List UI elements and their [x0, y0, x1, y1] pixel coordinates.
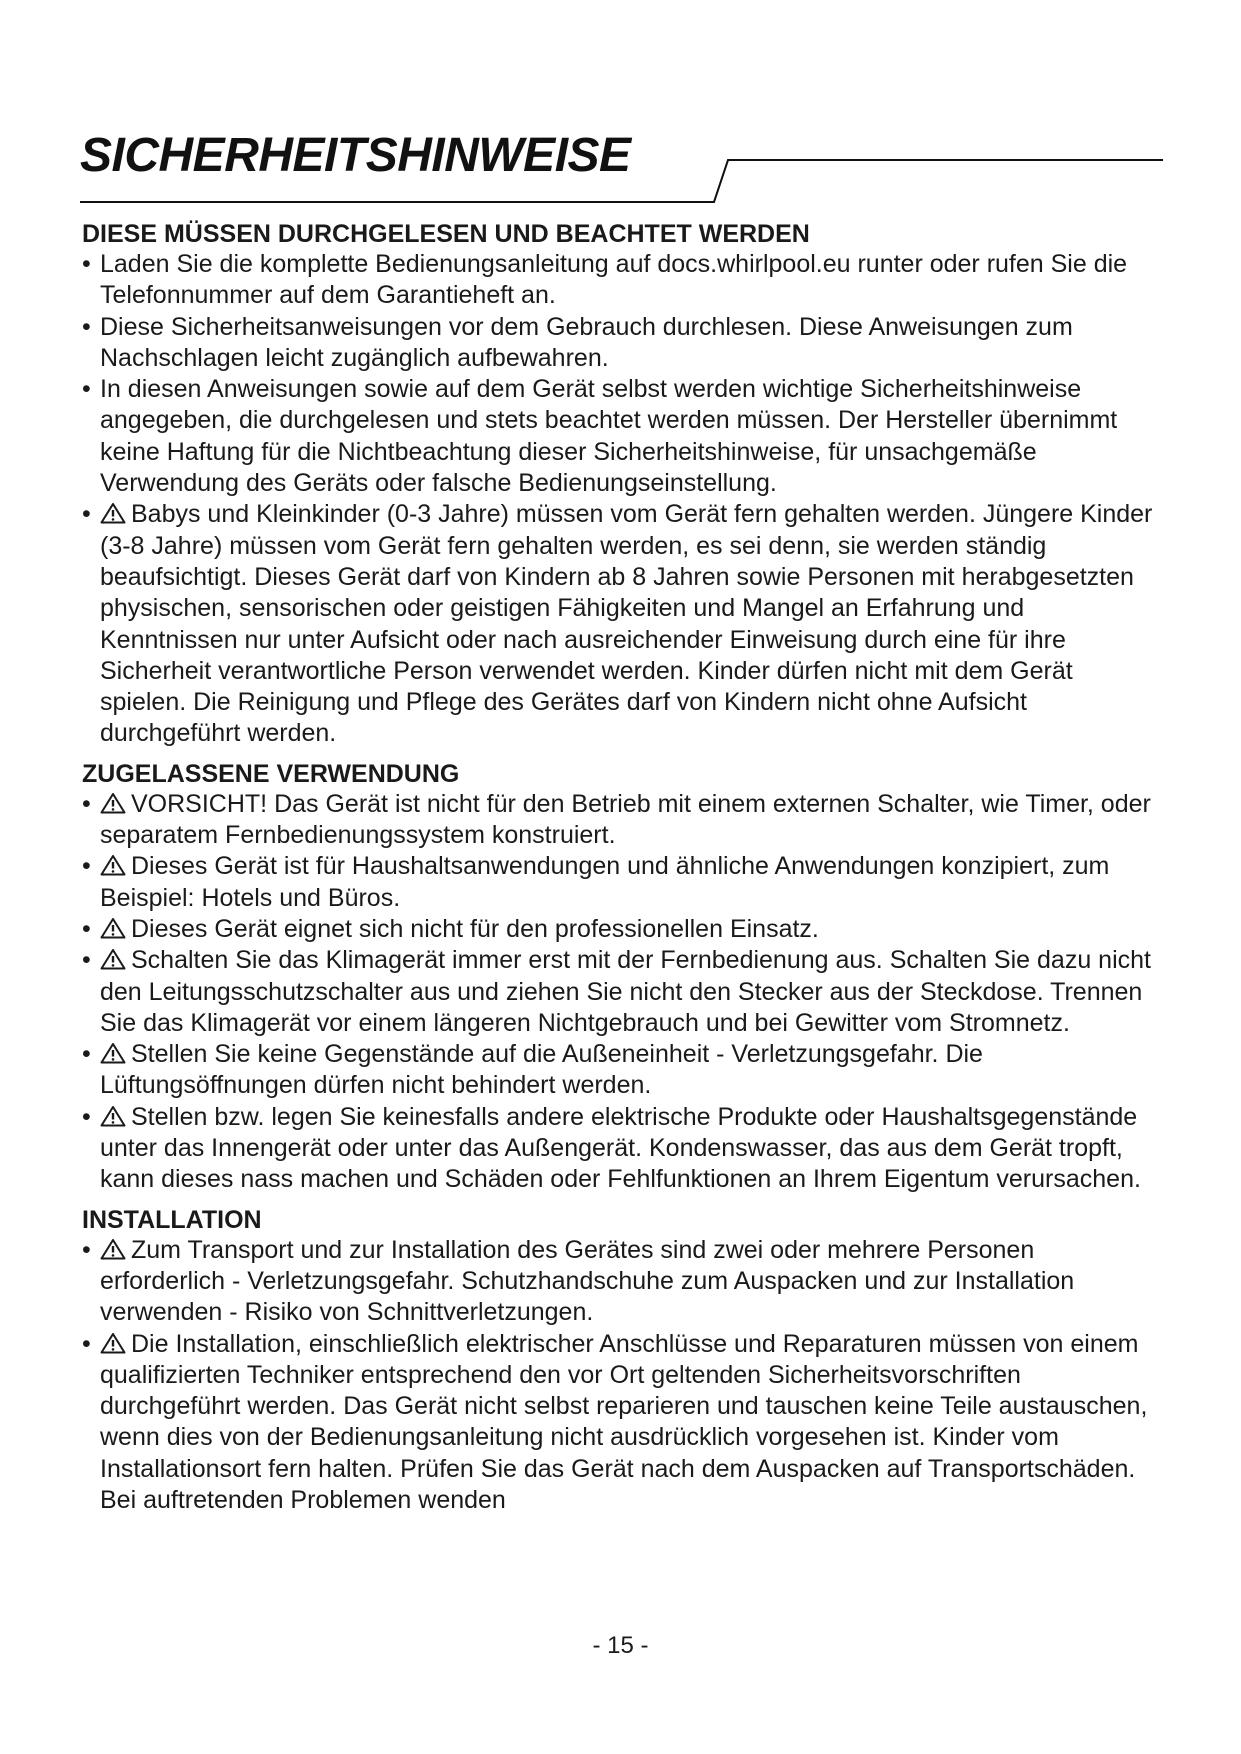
- section-read-and-observe: [82, 219, 1162, 750]
- bullet: •: [82, 789, 91, 818]
- bullet: •: [82, 1235, 91, 1264]
- item-text: In diesen Anweisungen sowie auf dem Gerät selbst werden wichtige Sicherheitshinweise angegeben, die durchgelesen und stets beachtet werden müssen. Der Hersteller übernimmt keine Haftung für die Nichtbeachtung dieser Sicherheitshinweise, für unsachgemäße Verwendung des Geräts oder falsche Bedienungseinstellung.: [100, 375, 1118, 498]
- instruction-list: [82, 789, 1162, 1196]
- list-item: [82, 312, 1162, 375]
- list-item: [82, 1235, 1162, 1329]
- instruction-list: [82, 249, 1162, 750]
- item-text: Dieses Gerät eignet sich nicht für den professionellen Einsatz.: [131, 914, 819, 943]
- section-heading: DIESE MÜSSEN DURCHGELESEN UND BEACHTET WERDEN: [82, 220, 810, 248]
- item-text: Diese Sicherheitsanweisungen vor dem Gebrauch durchlesen. Diese Anweisungen zum Nachschlagen leicht zugänglich aufbewahren.: [100, 312, 1073, 372]
- bullet: •: [82, 914, 91, 943]
- item-text: Schalten Sie das Klimagerät immer erst mit der Fernbedienung aus. Schalten Sie dazu nicht den Leitungsschutzschalter aus und ziehen Sie nicht den Stecker aus der Steckdose. Trennen Sie das Klimagerät vor einem längeren Nichtgebrauch und bei Gewitter vom Stromnetz.: [100, 946, 1151, 1037]
- bullet: •: [82, 852, 91, 881]
- item-text: Babys und Kleinkinder (0-3 Jahre) müssen vom Gerät fern gehalten werden. Jüngere Kinder (3-8 Jahre) müssen vom Gerät fern gehalten werden, es sei denn, sie werden ständig beaufsichtigt. Dieses Gerät darf von Kindern ab 8 Jahren sowie Personen mit herabgesetzten physischen, sensorischen oder geistigen Fähigkeiten und Mangel an Erfahrung und Kenntnissen nur unter Aufsicht oder nach ausreichender Einweisung durch eine für ihre Sicherheit verantwortliche Person verwendet werden. Kinder dürfen nicht mit dem Gerät spielen. Die Reinigung und Pflege des Gerätes darf von Kindern nicht ohne Aufsicht durchgeführt werden.: [100, 500, 1153, 748]
- bullet: •: [82, 1040, 91, 1069]
- warning-triangle-icon: [100, 854, 126, 876]
- warning-triangle-icon: [100, 1332, 126, 1354]
- title-underline-rule: [0, 0, 1241, 220]
- item-text: Laden Sie die komplette Bedienungsanleitung auf docs.whirlpool.eu runter oder rufen Sie die Telefonnummer auf dem Garantieheft an.: [100, 250, 1128, 310]
- item-text: Die Installation, einschließlich elektrischer Anschlüsse und Reparaturen müssen von einem qualifizierten Techniker entsprechend den vor Ort geltenden Sicherheitsvorschriften durchgeführt werden. Das Gerät nicht selbst reparieren und tauschen keine Teile austauschen, wenn dies von der Bedienungsanleitung nicht ausdrücklich vorgesehen ist. Kinder vom Installationsort fern halten. Prüfen Sie das Gerät nach dem Auspacken auf Transportschäden. Bei auftretenden Problemen wenden: [100, 1329, 1148, 1514]
- bullet: •: [82, 375, 91, 404]
- section-intended-use: [82, 759, 1162, 1196]
- warning-triangle-icon: [100, 917, 126, 939]
- list-item: [82, 249, 1162, 312]
- list-item: [82, 499, 1162, 749]
- bullet: •: [82, 312, 91, 341]
- bullet: •: [82, 1329, 91, 1358]
- list-item: [82, 1039, 1162, 1102]
- bullet: •: [82, 1102, 91, 1131]
- list-item: [82, 374, 1162, 499]
- item-text: Dieses Gerät ist für Haushaltsanwendungen und ähnliche Anwendungen konzipiert, zum Beispiel: Hotels und Büros.: [100, 852, 1110, 912]
- warning-triangle-icon: [100, 502, 126, 524]
- page-number: - 15 -: [592, 1632, 649, 1659]
- bullet: •: [82, 946, 91, 975]
- list-item: [82, 914, 1162, 945]
- bullet: •: [82, 250, 91, 278]
- warning-triangle-icon: [100, 1238, 126, 1260]
- list-item: [82, 945, 1162, 1039]
- list-item: [82, 1102, 1162, 1196]
- item-text: Stellen Sie keine Gegenstände auf die Außeneinheit - Verletzungsgefahr. Die Lüftungsöffnungen dürfen nicht behindert werden.: [100, 1040, 983, 1100]
- section-heading: ZUGELASSENE VERWENDUNG: [82, 759, 460, 788]
- item-text: Zum Transport und zur Installation des Gerätes sind zwei oder mehrere Personen erforderlich - Verletzungsgefahr. Schutzhandschuhe zum Auspacken und zur Installation verwenden - Risiko von Schnittverletzungen.: [100, 1235, 1075, 1327]
- warning-triangle-icon: [100, 792, 126, 814]
- list-item: [82, 789, 1162, 852]
- list-item: [82, 1329, 1162, 1517]
- section-installation: [82, 1205, 1162, 1517]
- warning-triangle-icon: [100, 1105, 126, 1127]
- warning-triangle-icon: [100, 948, 126, 970]
- safety-content: [82, 219, 1162, 1516]
- item-text: Stellen bzw. legen Sie keinesfalls andere elektrische Produkte oder Haushaltsgegenstände unter das Innengerät oder unter das Außengerät. Kondenswasser, das aus dem Gerät tropft, kann dieses nass machen und Schäden oder Fehlfunktionen an Ihrem Eigentum verursachen.: [100, 1102, 1141, 1194]
- warning-triangle-icon: [100, 1042, 126, 1064]
- item-text: VORSICHT! Das Gerät ist nicht für den Betrieb mit einem externen Schalter, wie Timer, oder separatem Fernbedienungssystem konstruiert.: [100, 789, 1151, 850]
- page-title: SICHERHEITSHINWEISE: [80, 129, 631, 182]
- list-item: [82, 851, 1162, 914]
- section-heading: INSTALLATION: [82, 1205, 262, 1234]
- instruction-list: [82, 1235, 1162, 1517]
- bullet: •: [82, 500, 91, 529]
